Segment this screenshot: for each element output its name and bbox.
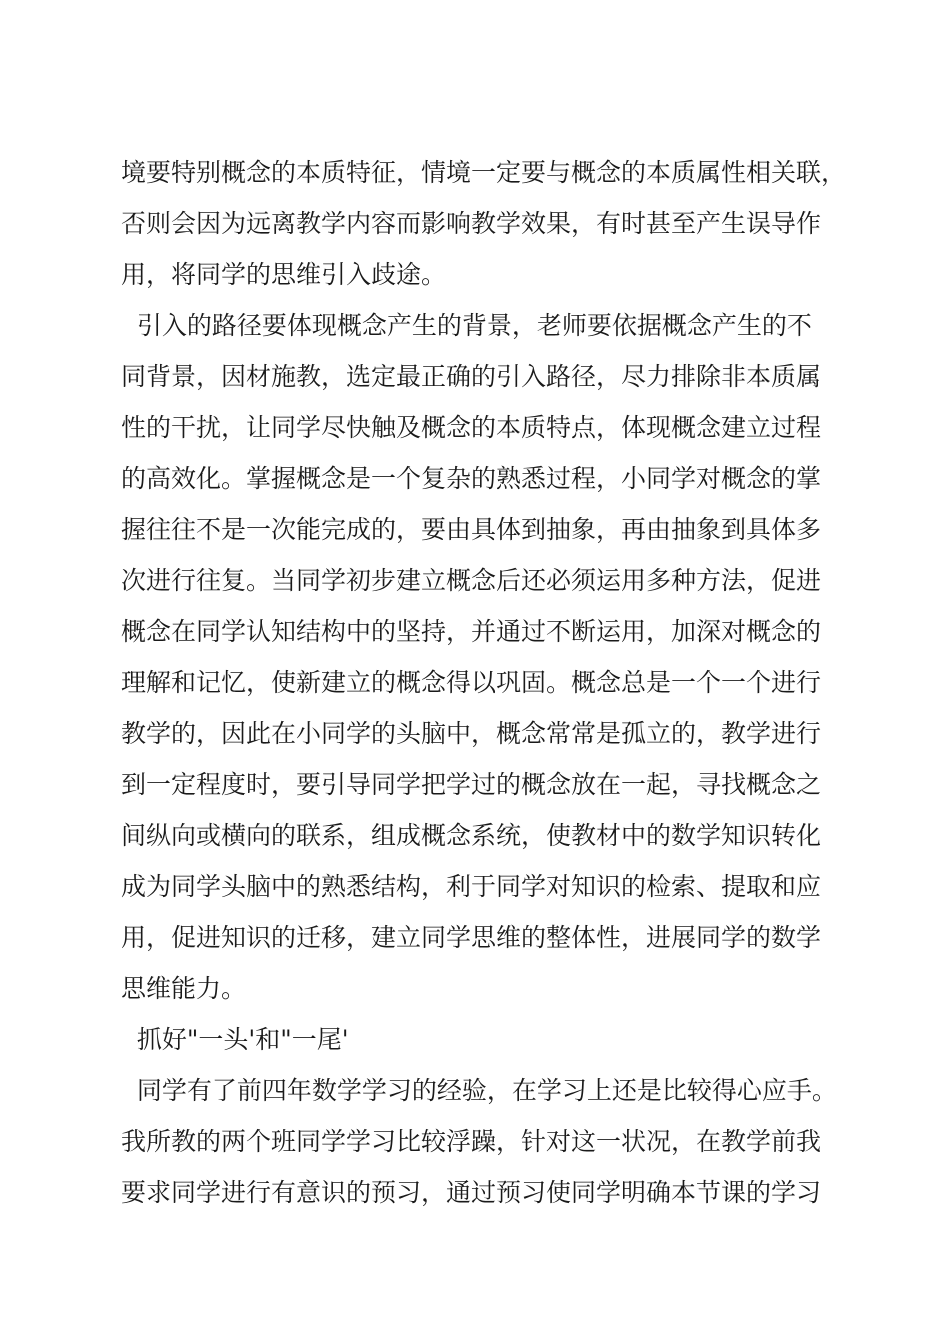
text-line: 间纵向或横向的联系，组成概念系统，使教材中的数学知识转化 <box>121 821 822 850</box>
text-line: 用，促进知识的迁移，建立同学思维的整体性，进展同学的数学 <box>121 923 822 952</box>
text-line: 同背景，因材施教，选定最正确的引入路径，尽力排除非本质属 <box>121 362 822 391</box>
text-line: 要求同学进行有意识的预习，通过预习使同学明确本节课的学习 <box>121 1178 822 1207</box>
text-line: 次进行往复。当同学初步建立概念后还必须运用多种方法，促进 <box>121 566 822 595</box>
text-line: 握往往不是一次能完成的，要由具体到抽象，再由抽象到具体多 <box>121 515 822 544</box>
section-heading: 抓好"一头'和"一尾' <box>121 1025 349 1054</box>
text-line: 引入的路径要体现概念产生的背景，老师要依据概念产生的不 <box>121 311 812 340</box>
text-line: 的高效化。掌握概念是一个复杂的熟悉过程，小同学对概念的掌 <box>121 464 822 493</box>
text-line: 思维能力。 <box>121 974 247 1003</box>
document-body <box>121 147 847 1218</box>
text-line: 理解和记忆，使新建立的概念得以巩固。概念总是一个一个进行 <box>121 668 822 697</box>
text-line: 性的干扰，让同学尽快触及概念的本质特点，体现概念建立过程 <box>121 413 822 442</box>
text-line: 我所教的两个班同学学习比较浮躁，针对这一状况，在教学前我 <box>121 1127 822 1156</box>
text-line: 概念在同学认知结构中的坚持，并通过不断运用，加深对概念的 <box>121 617 822 646</box>
text-line: 否则会因为远离教学内容而影响教学效果，有时甚至产生误导作 <box>121 209 822 238</box>
text-line: 到一定程度时，要引导同学把学过的概念放在一起，寻找概念之 <box>121 770 822 799</box>
text-line: 境要特别概念的本质特征，情境一定要与概念的本质属性相关联， <box>121 158 847 187</box>
text-line: 同学有了前四年数学学习的经验，在学习上还是比较得心应手。 <box>121 1076 837 1105</box>
text-line: 教学的，因此在小同学的头脑中，概念常常是孤立的，教学进行 <box>121 719 822 748</box>
text-line: 成为同学头脑中的熟悉结构，利于同学对知识的检索、提取和应 <box>121 872 822 901</box>
text-line: 用，将同学的思维引入歧途。 <box>121 260 447 289</box>
